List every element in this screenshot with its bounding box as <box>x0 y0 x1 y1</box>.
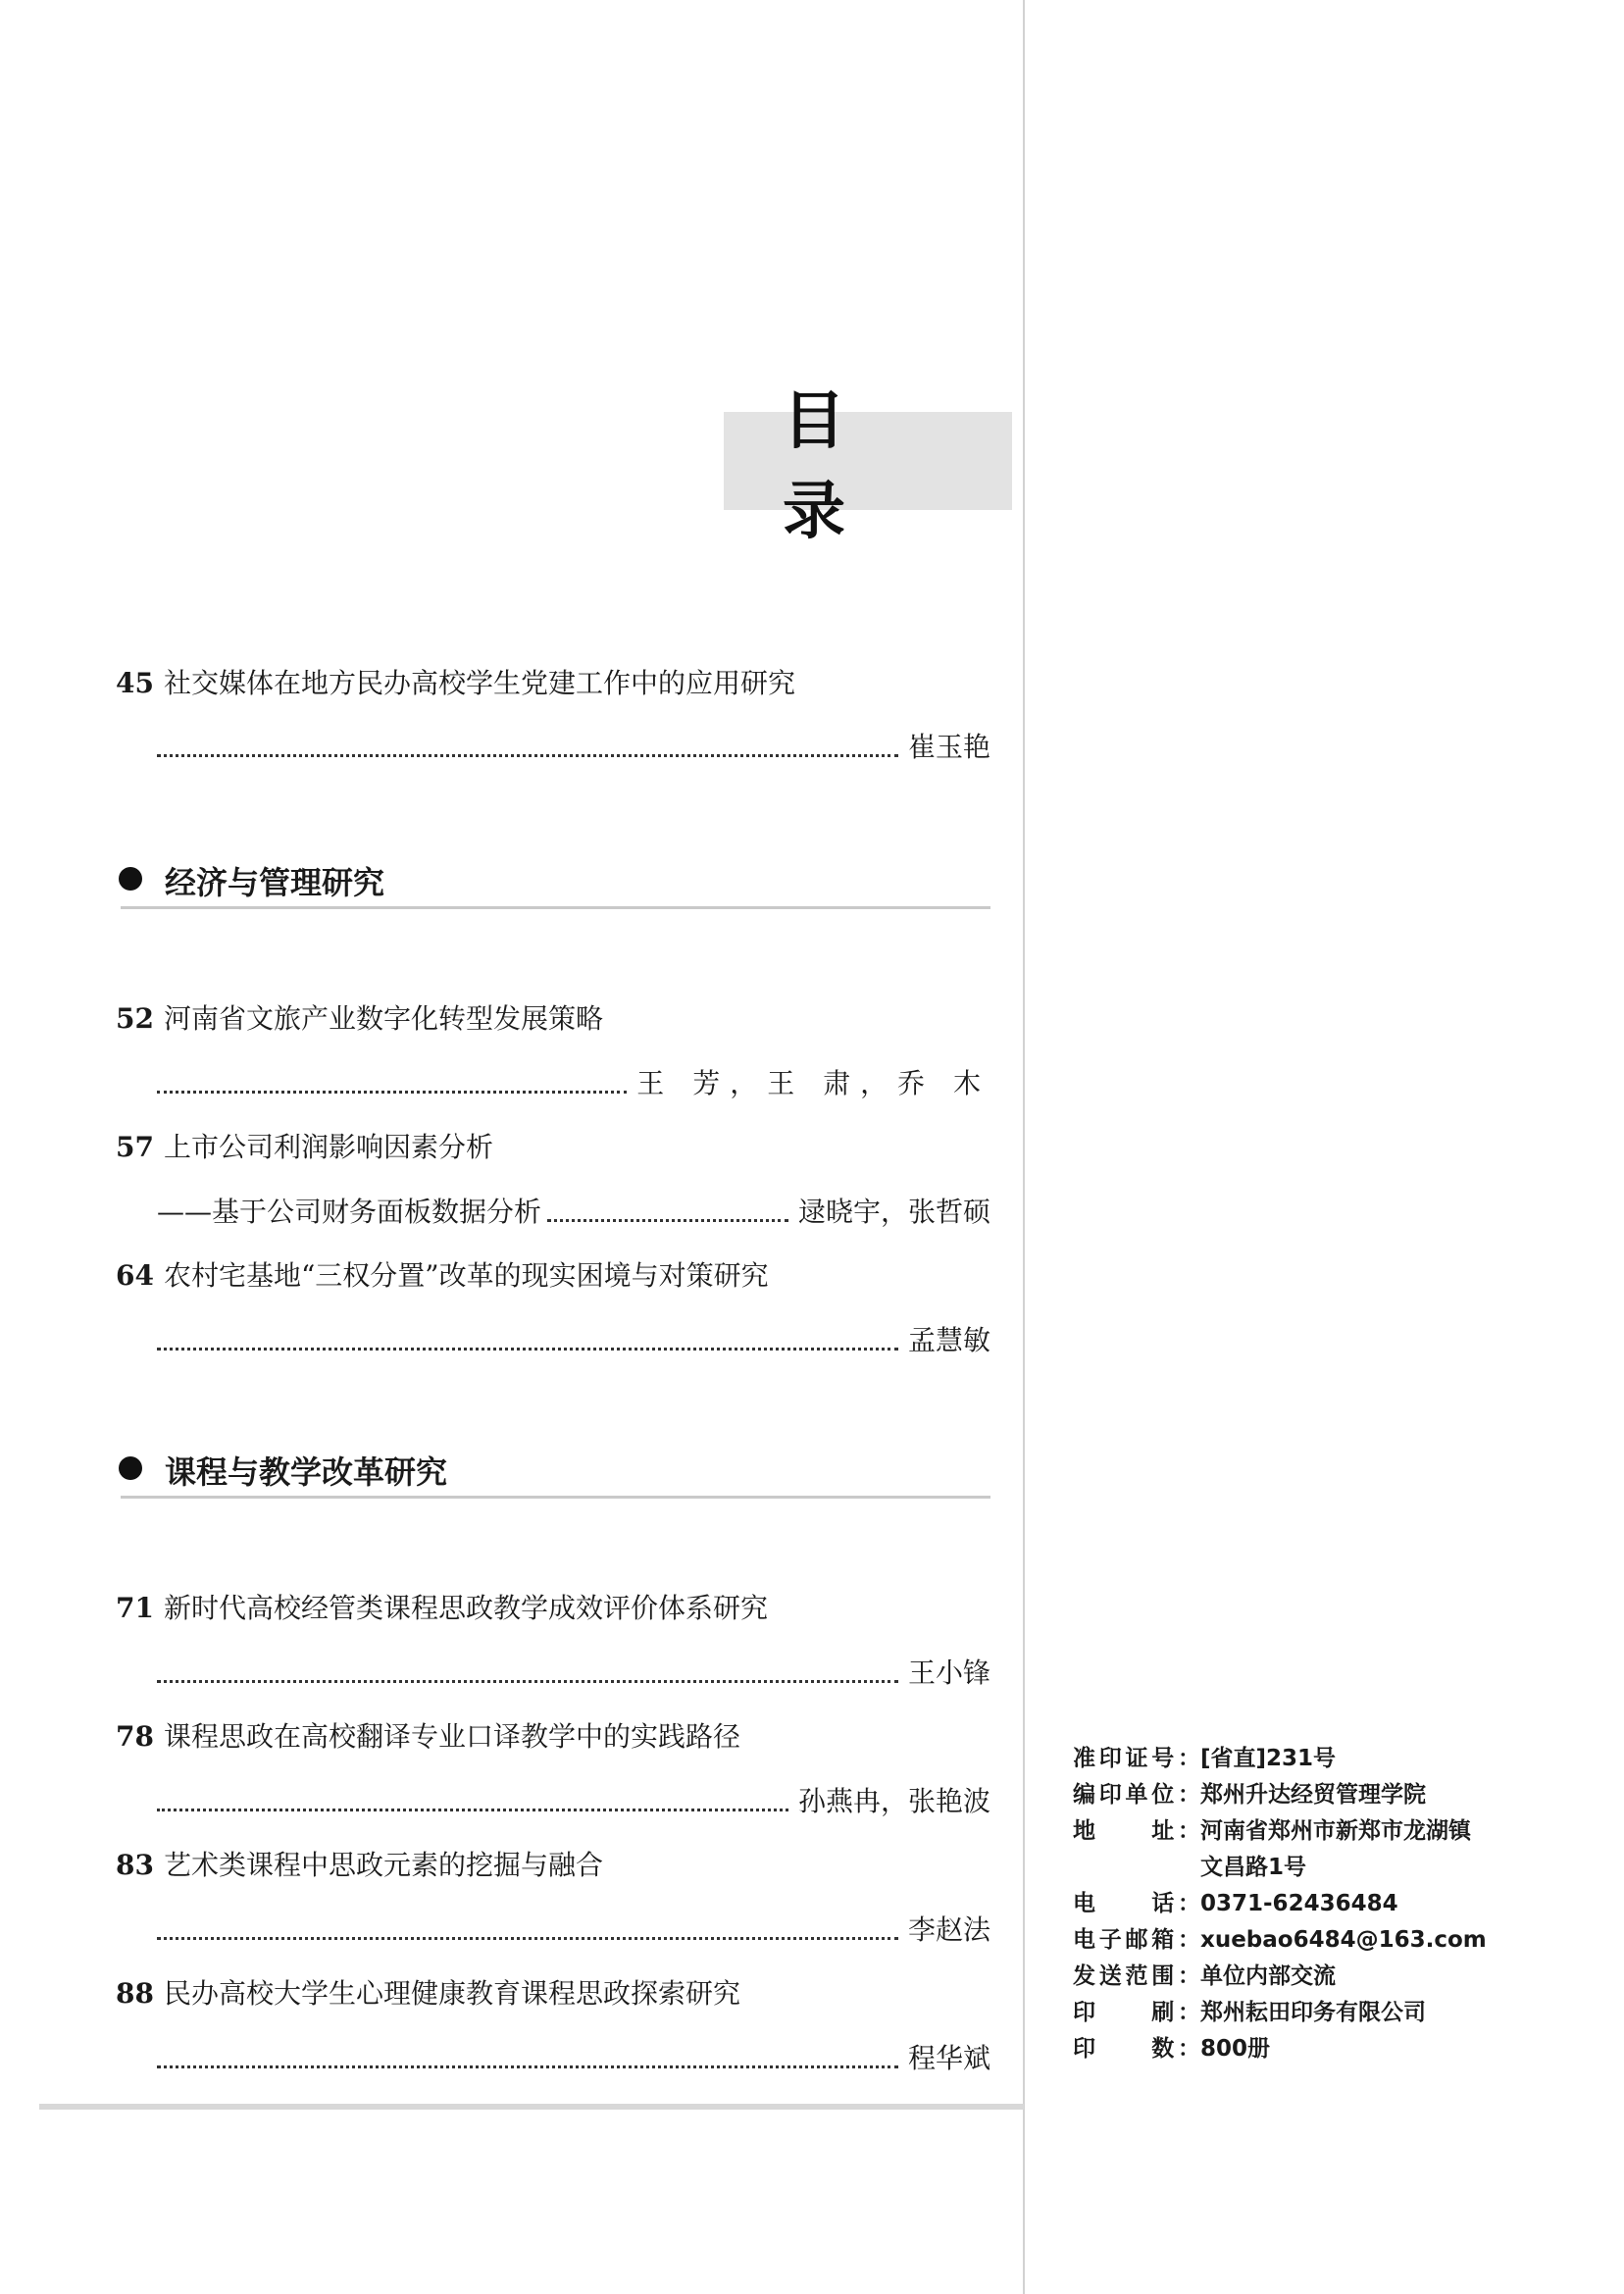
entry-page-number: 45 <box>116 667 154 699</box>
dot-leader <box>157 1809 788 1811</box>
entry-title: 课程思政在高校翻译专业口译教学中的实践路径 <box>163 1720 740 1753</box>
entry-page-number: 78 <box>116 1720 154 1753</box>
entry-page-number: 71 <box>116 1592 154 1624</box>
entry-page-number: 57 <box>116 1131 154 1163</box>
toc-entry-64-author-row <box>157 1319 990 1358</box>
entry-page-number: 52 <box>116 1002 154 1035</box>
info-email <box>1073 1922 1602 1959</box>
bullet-icon <box>119 1456 142 1480</box>
entry-author: 王小锋 <box>907 1657 990 1689</box>
toc-title-box <box>724 385 1012 548</box>
toc-entry-57[interactable] <box>116 1126 493 1165</box>
info-copies <box>1073 2031 1602 2067</box>
info-value: 郑州升达经贸管理学院 <box>1200 1782 1426 1808</box>
toc-entry-71[interactable] <box>116 1587 768 1626</box>
toc-entry-52-author-row <box>157 1062 990 1101</box>
toc-entry-45-author-row <box>157 726 990 765</box>
info-value: 河南省郑州市新郑市龙湖镇 <box>1200 1818 1471 1844</box>
bullet-icon <box>119 867 142 891</box>
dot-leader <box>157 754 898 757</box>
entry-author: 程华斌 <box>907 2042 990 2074</box>
toc-entry-83-author-row <box>157 1909 990 1948</box>
info-editor <box>1073 1777 1602 1813</box>
info-label: 印 数： <box>1073 2036 1200 2062</box>
dot-leader <box>157 1348 898 1351</box>
info-value: [省直]231号 <box>1200 1746 1337 1771</box>
publication-info <box>1073 1741 1602 2067</box>
section-label: 经济与管理研究 <box>165 864 385 901</box>
entry-title: 社交媒体在地方民办高校学生党建工作中的应用研究 <box>163 667 795 699</box>
toc-entry-57-author-row <box>157 1191 990 1230</box>
dot-leader <box>157 1937 898 1940</box>
entry-subtitle: ——基于公司财务面板数据分析 <box>157 1196 542 1228</box>
toc-entry-45[interactable] <box>116 662 795 701</box>
info-value: 单位内部交流 <box>1200 1963 1336 1989</box>
entry-page-number: 83 <box>116 1849 154 1881</box>
info-phone <box>1073 1886 1602 1922</box>
entry-author: 王 芳，王 肃，乔 木 <box>636 1067 990 1099</box>
info-value: xuebao6484@163.com <box>1200 1927 1487 1953</box>
entry-title: 河南省文旅产业数字化转型发展策略 <box>163 1002 603 1035</box>
entry-author: 李赵法 <box>907 1913 990 1946</box>
toc-entry-71-author-row <box>157 1652 990 1691</box>
dot-leader <box>157 2065 898 2068</box>
info-address-continued: 文昌路1号 <box>1200 1855 1307 1880</box>
section-rule <box>121 1496 990 1499</box>
entry-page-number: 88 <box>116 1977 154 2010</box>
toc-entry-78-author-row <box>157 1780 990 1819</box>
entry-title: 民办高校大学生心理健康教育课程思政探索研究 <box>163 1977 740 2010</box>
info-value: 800册 <box>1200 2036 1271 2062</box>
info-label: 编印单位： <box>1073 1782 1200 1808</box>
info-scope <box>1073 1959 1602 1995</box>
entry-title: 农村宅基地“三权分置”改革的现实困境与对策研究 <box>163 1259 769 1292</box>
toc-entry-88[interactable] <box>116 1972 740 2012</box>
dot-leader <box>157 1680 898 1683</box>
info-label: 印 刷： <box>1073 2000 1200 2025</box>
entry-title: 新时代高校经管类课程思政教学成效评价体系研究 <box>163 1592 768 1624</box>
info-label: 发送范围： <box>1073 1963 1200 1989</box>
entry-author: 孟慧敏 <box>907 1324 990 1356</box>
info-label: 电子邮箱： <box>1073 1927 1200 1953</box>
toc-entry-78[interactable] <box>116 1715 740 1755</box>
info-address <box>1073 1813 1602 1850</box>
entry-author: 孙燕冉，张艳波 <box>797 1785 990 1817</box>
entry-author: 崔玉艳 <box>907 731 990 763</box>
toc-title: 目 录 <box>783 385 904 548</box>
dot-leader <box>157 1091 627 1094</box>
entry-title: 艺术类课程中思政元素的挖掘与融合 <box>163 1849 603 1881</box>
section-rule <box>121 906 990 909</box>
toc-entry-64[interactable] <box>116 1254 769 1294</box>
bottom-rule <box>39 2104 1024 2110</box>
info-value: 0371-62436484 <box>1200 1891 1398 1916</box>
toc-entry-52[interactable] <box>116 997 603 1037</box>
entry-page-number: 64 <box>116 1259 154 1292</box>
info-label: 地 址： <box>1073 1818 1200 1844</box>
info-value: 郑州耘田印务有限公司 <box>1200 2000 1426 2025</box>
info-printer <box>1073 1995 1602 2031</box>
toc-entry-83[interactable] <box>116 1844 603 1883</box>
entry-title: 上市公司利润影响因素分析 <box>163 1131 493 1163</box>
dot-leader <box>547 1219 788 1222</box>
info-permit <box>1073 1741 1602 1777</box>
page-divider-line <box>1023 0 1025 2294</box>
info-label: 电 话： <box>1073 1891 1200 1916</box>
entry-author: 逯晓宇，张哲硕 <box>797 1196 990 1228</box>
info-label: 准印证号： <box>1073 1746 1200 1771</box>
section-label: 课程与教学改革研究 <box>165 1453 448 1491</box>
toc-entry-88-author-row <box>157 2037 990 2076</box>
